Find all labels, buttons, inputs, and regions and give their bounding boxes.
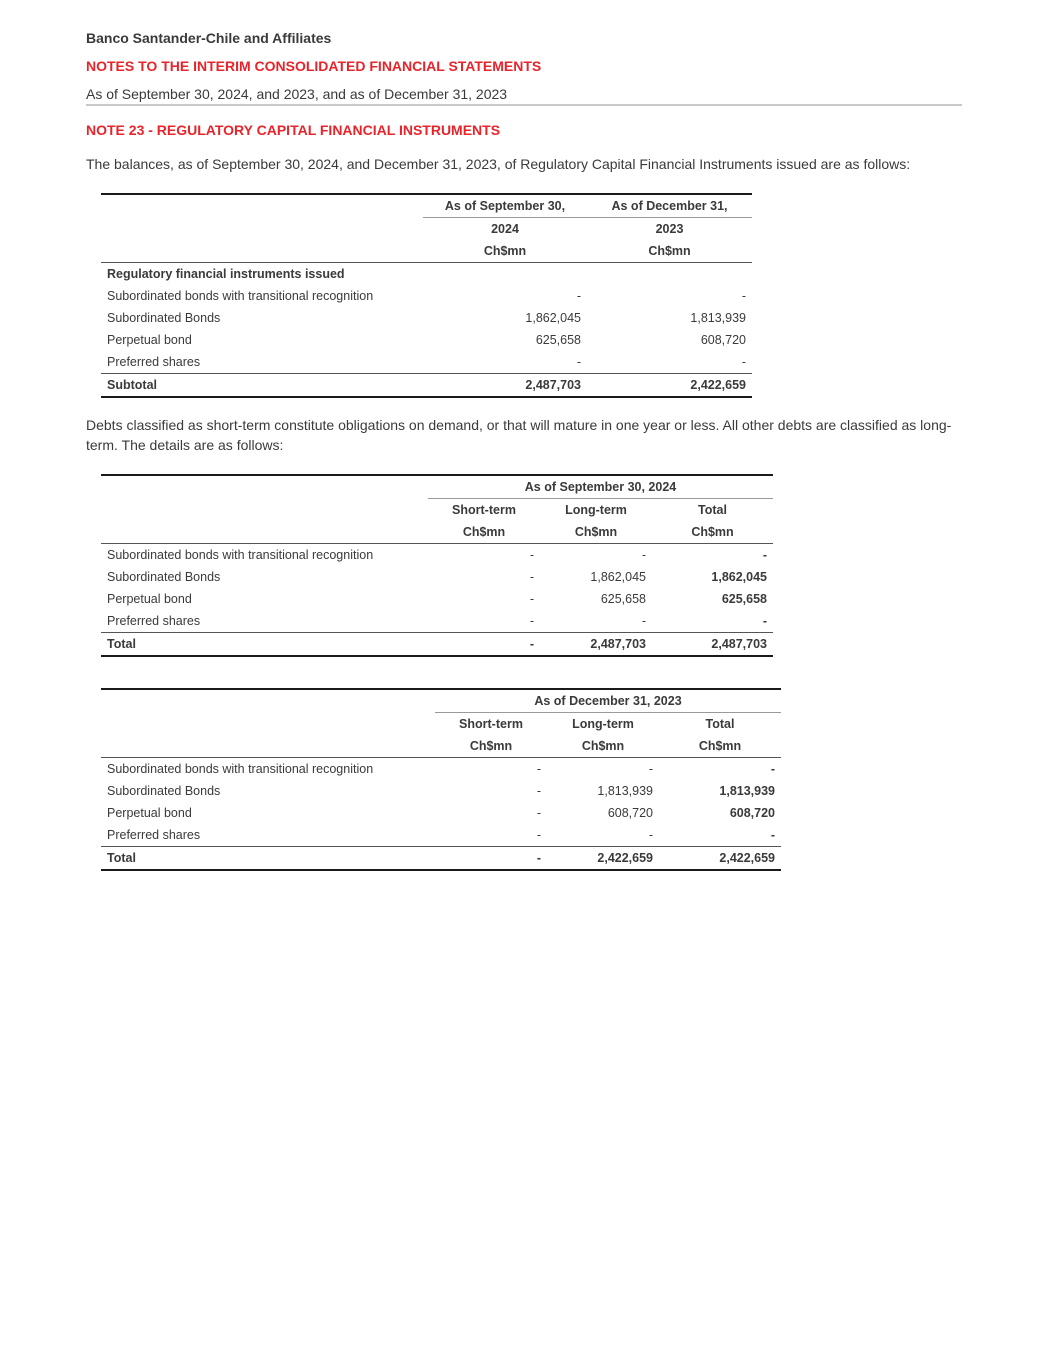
subtotal-2023: 2,422,659 xyxy=(587,374,752,398)
value-2023: 1,813,939 xyxy=(690,311,746,325)
long-term-value: - xyxy=(648,828,653,842)
unit-label: Ch$mn xyxy=(652,521,773,544)
row-label: Subordinated Bonds xyxy=(107,784,221,798)
subtotal-label: Subtotal xyxy=(101,374,423,398)
intro-paragraph: The balances, as of September 30, 2024, and December 31, 2023, of Regulatory Capital Financial Instruments issued are as follows: xyxy=(86,156,911,172)
unit-label: Ch$mn xyxy=(587,240,752,263)
long-term-value: - xyxy=(641,614,646,628)
row-label: Perpetual bond xyxy=(107,333,192,347)
as-of-dates: As of September 30, 2024, and 2023, and as of December 31, 2023 xyxy=(86,86,508,102)
subtotal-row xyxy=(101,374,752,398)
short-term-value: - xyxy=(536,806,541,820)
total-value: 1,813,939 xyxy=(719,784,775,798)
short-term-value: - xyxy=(536,784,541,798)
total-row xyxy=(101,633,773,657)
value-2023: - xyxy=(741,355,746,369)
period-header: As of December 31, 2023 xyxy=(435,689,781,713)
long-term-value: 625,658 xyxy=(600,592,646,606)
short-term-value: - xyxy=(529,570,534,584)
table-row xyxy=(101,758,781,781)
subtotal-2024: 2,487,703 xyxy=(423,374,587,398)
total-label: Total xyxy=(101,633,428,657)
table-row xyxy=(101,588,773,610)
short-term-value: - xyxy=(529,548,534,562)
short-term-value: - xyxy=(529,614,534,628)
row-label: Preferred shares xyxy=(107,355,201,369)
short-term-total: - xyxy=(428,633,540,657)
year-2023: 2023 xyxy=(655,222,684,236)
value-2024: 625,658 xyxy=(535,333,581,347)
col-long-term: Long-term xyxy=(572,717,634,731)
regulatory-capital-table xyxy=(101,193,752,398)
row-label: Subordinated bonds with transitional recognition xyxy=(107,289,374,303)
short-term-value: - xyxy=(536,828,541,842)
long-term-value: 1,813,939 xyxy=(597,784,653,798)
row-label: Preferred shares xyxy=(107,828,201,842)
total-value: - xyxy=(770,762,775,776)
row-label: Preferred shares xyxy=(107,614,201,628)
short-term-value: - xyxy=(529,592,534,606)
total-value: 1,862,045 xyxy=(711,570,767,584)
col-header-sep-2024: As of September 30, xyxy=(423,194,587,218)
table-row xyxy=(101,566,773,588)
col-header-dec-2023: As of December 31, xyxy=(587,194,752,218)
long-term-value: 608,720 xyxy=(607,806,653,820)
period-header: As of September 30, 2024 xyxy=(428,475,773,499)
total-value: - xyxy=(770,828,775,842)
note-heading: NOTE 23 - REGULATORY CAPITAL FINANCIAL INSTRUMENTS xyxy=(86,122,501,138)
long-term-value: - xyxy=(648,762,653,776)
unit-label: Ch$mn xyxy=(659,735,781,758)
value-2024: - xyxy=(576,355,581,369)
header-divider xyxy=(86,104,962,106)
col-long-term: Long-term xyxy=(565,503,627,517)
table-row xyxy=(101,544,773,567)
unit-label: Ch$mn xyxy=(423,240,587,263)
table-row xyxy=(101,329,752,351)
grand-total: 2,487,703 xyxy=(652,633,773,657)
value-2024: - xyxy=(576,289,581,303)
col-total: Total xyxy=(705,717,735,731)
table-row xyxy=(101,351,752,374)
table-row xyxy=(101,780,781,802)
company-name: Banco Santander-Chile and Affiliates xyxy=(86,30,332,46)
table-row xyxy=(101,824,781,847)
value-2023: - xyxy=(741,289,746,303)
row-label: Perpetual bond xyxy=(107,806,192,820)
value-2024: 1,862,045 xyxy=(525,311,581,325)
short-term-value: - xyxy=(536,762,541,776)
table-row xyxy=(101,610,773,633)
total-value: 625,658 xyxy=(721,592,767,606)
total-value: - xyxy=(762,614,767,628)
col-total: Total xyxy=(698,503,727,517)
total-row xyxy=(101,847,781,871)
unit-label: Ch$mn xyxy=(428,521,540,544)
long-term-value: - xyxy=(641,548,646,562)
value-2023: 608,720 xyxy=(700,333,746,347)
section-label: Regulatory financial instruments issued xyxy=(107,267,345,281)
row-label: Subordinated Bonds xyxy=(107,311,221,325)
total-value: 608,720 xyxy=(729,806,775,820)
long-term-total: 2,422,659 xyxy=(547,847,659,871)
year-2024: 2024 xyxy=(491,222,519,236)
unit-label: Ch$mn xyxy=(540,521,652,544)
table-row xyxy=(101,802,781,824)
notes-title: NOTES TO THE INTERIM CONSOLIDATED FINANCIAL STATEMENTS xyxy=(86,58,542,74)
unit-label: Ch$mn xyxy=(435,735,547,758)
row-label: Subordinated bonds with transitional recognition xyxy=(107,762,374,776)
short-term-total: - xyxy=(435,847,547,871)
maturity-table-dec-2023 xyxy=(101,688,781,871)
unit-label: Ch$mn xyxy=(547,735,659,758)
long-term-total: 2,487,703 xyxy=(540,633,652,657)
total-value: - xyxy=(762,548,767,562)
debts-paragraph: Debts classified as short-term constitute obligations on demand, or that will mature in one year or less. All other debts are classified as long-term. The details are as follows: xyxy=(86,417,952,453)
long-term-value: 1,862,045 xyxy=(590,570,646,584)
col-short-term: Short-term xyxy=(452,503,516,517)
table-row xyxy=(101,307,752,329)
total-label: Total xyxy=(101,847,435,871)
col-short-term: Short-term xyxy=(459,717,523,731)
row-label: Perpetual bond xyxy=(107,592,192,606)
table-row xyxy=(101,285,752,307)
row-label: Subordinated Bonds xyxy=(107,570,221,584)
grand-total: 2,422,659 xyxy=(659,847,781,871)
row-label: Subordinated bonds with transitional recognition xyxy=(107,548,374,562)
maturity-table-sep-2024 xyxy=(101,474,773,657)
